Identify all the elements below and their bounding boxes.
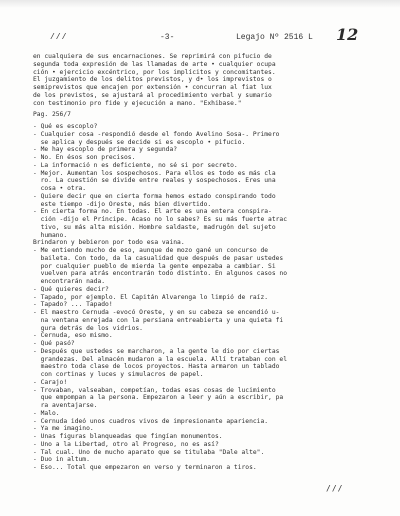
dialogue-line: - Tapado, por ejemplo. El Capitán Alvarenga lo limpió de raíz. bbox=[33, 293, 269, 301]
typewritten-body bbox=[33, 53, 373, 472]
dialogue-line: este tiempo -dijo Oreste, más bien divertido. bbox=[33, 200, 212, 208]
dialogue-line: - Me hay escoplo de primera y segunda? bbox=[33, 146, 178, 154]
dialogue-line: na ventana enrejada con la persiana entreabierta y una quieta fi bbox=[33, 316, 284, 324]
dialogue-line: - Cernuda, eso mismo. bbox=[33, 332, 113, 340]
dialogue-line: - Quiere decir que en cierta forma hemos estado conspirando todo bbox=[33, 192, 276, 200]
dialogue-line: - Después que ustedes se marcharon, a la gente le dio por ciertas bbox=[33, 347, 280, 355]
dialogue-line: - Qué pasó? bbox=[33, 340, 75, 347]
header-slash-marks: /// bbox=[50, 33, 68, 42]
dialogue-line: tivo, su más alta misión. Hombre saldaste, madrugón del sujeto bbox=[33, 223, 276, 231]
paragraph-line: segunda toda expresión de las llamadas de arte • cualquier ocupa bbox=[33, 60, 276, 68]
dialogue-line: - Carajo! bbox=[33, 378, 68, 386]
dialogue-line: con cortinas y luces y simulacros de papel. bbox=[33, 371, 204, 378]
handwritten-folio-number: 12 bbox=[336, 25, 359, 44]
dialogue-line: cosa • otra. bbox=[33, 185, 87, 192]
end-slash-marks: /// bbox=[326, 484, 344, 493]
legajo-reference: Legajo Nº 2516 L bbox=[236, 33, 313, 42]
dialogue-line: - Mejor. Aumentan los sospechosos. Para ellos es todo es más cla bbox=[33, 169, 276, 177]
dialogue-line: ro. La cuestión se divide entre reales y sospechosos. Eres una bbox=[33, 177, 276, 185]
paragraph-line: El juzgamiento de los delitos previstos, y d• los imprevistos o bbox=[33, 76, 272, 84]
dialogue-line: - Cualquier cosa -respondió desde el fondo Avelino Sosa-. Primero bbox=[33, 130, 280, 138]
dialogue-line: - El maestro Cernuda -evocó Oreste, y en su cabeza se encendió u- bbox=[33, 309, 280, 316]
dialogue-line: - En cierta forma no. En todas. El arte es una entera conspira- bbox=[33, 208, 272, 216]
dialogue-line: gura detrás de los vidrios. bbox=[33, 324, 143, 332]
dialogue-line: - Tal cual. Uno de mucho aparato que se titulaba "Dale alte". bbox=[33, 448, 265, 456]
dialogue-line: - Unas figuras blanqueadas que fingían monumentos. bbox=[33, 433, 223, 440]
dialogue-block bbox=[33, 123, 373, 472]
dialogue-line: maestro toda clase de locos proyectos. Hasta armaron un tablado bbox=[33, 363, 280, 371]
dialogue-line: ción -dijo el Príncipe. Acaso no lo sabes? Es su más fuerte atrac bbox=[33, 216, 288, 223]
paragraph-line: en cualquiera de sus encarnaciones. Se reprimirá con pifucio de bbox=[33, 53, 272, 60]
dialogue-line: - Me entiendo mucho de eso, aunque de mozo gané un concurso de bbox=[33, 247, 269, 254]
dialogue-line: - Trovaban, valseaban, competían, todas esas cosas de lucimiento bbox=[33, 386, 276, 394]
dialogue-line: grandezas. Del almacén mudaron a la escuela. Allí trataban con el bbox=[33, 355, 288, 363]
dialogue-line: - Uno a la Libertad, otro al Progreso, no es así? bbox=[33, 440, 219, 448]
page-number: -3- bbox=[160, 33, 175, 42]
dialogue-line: - Malo. bbox=[33, 409, 60, 417]
dialogue-line: - Tapado? ... Tapado! bbox=[33, 301, 113, 309]
paragraph-line: ción • ejercicio excéntrico, por los implícitos y concomitantes. bbox=[33, 68, 276, 76]
dialogue-line: por cualquier pueblo de mierda la gente empezaba a cambiar. Si bbox=[33, 262, 276, 270]
dialogue-line: - Ya me imagino. bbox=[33, 425, 94, 433]
dialogue-line: - No. En ésos son precisos. bbox=[33, 154, 136, 161]
paragraph-line: con testimonio pro fide y ejecución a mano. "Exhibase." bbox=[33, 99, 242, 107]
dialogue-line: humano. bbox=[33, 231, 68, 239]
paragraph-line: de los previstos, se ajustará al procedimiento verbal y sumario bbox=[33, 91, 272, 99]
dialogue-line: se aplica y después se decide si es escoplo • pifucio. bbox=[33, 138, 246, 146]
paragraph-line: semiprevistos que encajen por extensión • concurran al fiat lux bbox=[33, 84, 272, 91]
opening-paragraph bbox=[33, 53, 373, 107]
dialogue-line: ra aventajarse. bbox=[33, 402, 98, 409]
page-reference: Pag. 256/7 bbox=[33, 111, 71, 119]
scan-shadow bbox=[0, 0, 400, 8]
dialogue-line: - Duo in altum. bbox=[33, 456, 90, 464]
page-header bbox=[0, 25, 400, 44]
dialogue-line: - Eso... Total que empezaron en verso y terminaron a tiros. bbox=[33, 464, 257, 471]
dialogue-line: - Qué es escoplo? bbox=[33, 123, 98, 130]
dialogue-line: - La informació n es deficiente, no sé si por secreto. bbox=[33, 161, 238, 169]
dialogue-line: Brindaron y bebieron por todo esa vaina. bbox=[33, 239, 185, 247]
dialogue-line: que empompan a la persona. Empezaron a leer y aún a escribir, pa bbox=[33, 394, 284, 402]
dialogue-line: baileta. Con todo, da la casualidad que después de pasar ustedes bbox=[33, 254, 284, 262]
dialogue-line: - Qué quieres decir? bbox=[33, 285, 109, 293]
dialogue-line: - Cernuda ideó unos cuadros vivos de impresionante apariencia. bbox=[33, 417, 269, 425]
dialogue-line: vuelven para atrás encontrarán todo distinto. En algunos casos no bbox=[33, 270, 288, 278]
dialogue-line: encontrarán nada. bbox=[33, 278, 106, 285]
